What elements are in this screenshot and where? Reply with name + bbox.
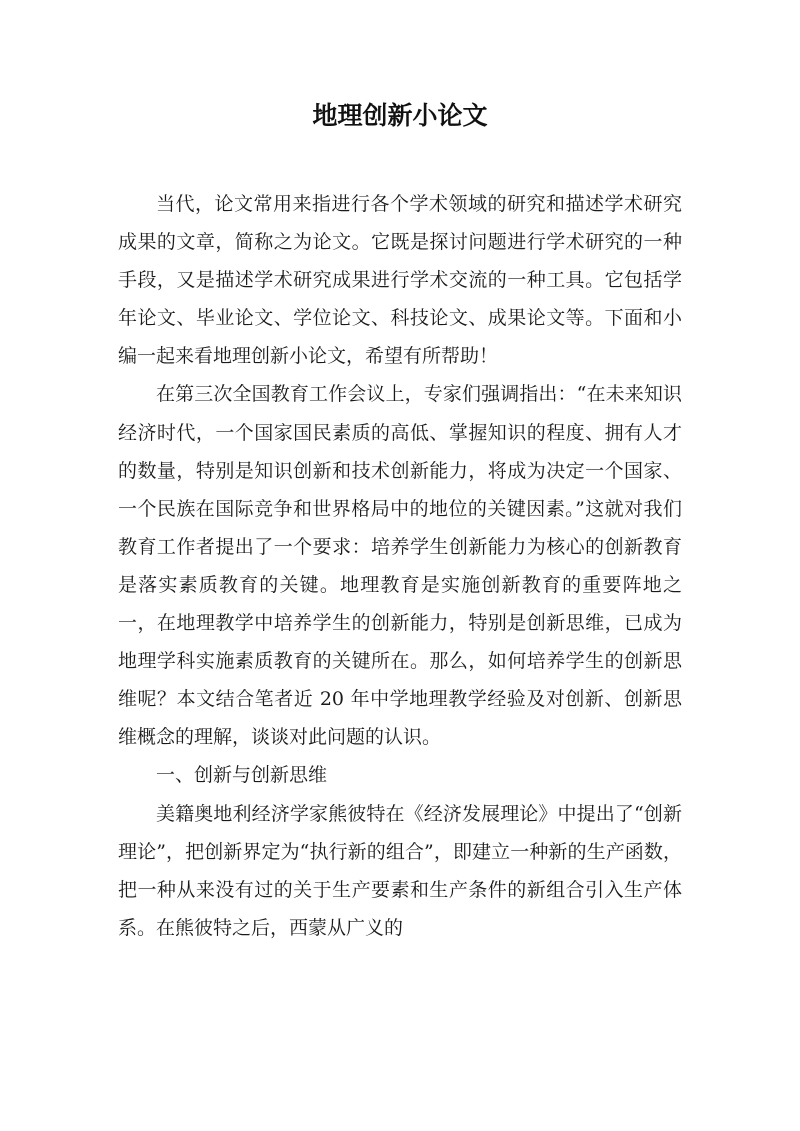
document-body xyxy=(118,185,682,947)
paragraph-intro: 当代，论文常用来指进行各个学术领域的研究和描述学术研究成果的文章，简称之为论文。它既是探讨问题进行学术研究的一种手段，又是描述学术研究成果进行学术交流的一种工具。它包括学年论文、毕业论文、学位论文、科技论文、成果论文等。下面和小编一起来看地理创新小论文，希望有所帮助！ xyxy=(118,193,682,368)
paragraph-section: 美籍奥地利经济学家熊彼特在《经济发展理论》中提出了“创新理论”，把创新界定为“执行新的组合”，即建立一种新的生产函数，把一种从来没有过的关于生产要素和生产条件的新组合引入生产体系。在熊彼特之后，西蒙从广义的 xyxy=(118,802,682,939)
document-title: 地理创新小论文 xyxy=(312,101,488,130)
paragraph-conference: 在第三次全国教育工作会议上，专家们强调指出：“在未来知识经济时代，一个国家国民素质的高低、掌握知识的程度、拥有人才的数量，特别是知识创新和技术创新能力，将成为决定一个国家、一个民族在国际竞争和世界格局中的地位的关键因素。”这就对我们教育工作者提出了一个要求：培养学生创新能力为核心的创新教育是落实素质教育的关键。地理教育是实施创新教育的重要阵地之一，在地理教学中培养学生的创新能力，特别是创新思维，已成为地理学科实施素质教育的关键所在。那么，如何培养学生的创新思维呢？本文结合笔者近 20 年中学地理教学经验及对创新、创新思维概念的理解，谈谈对此问题的认识。 xyxy=(118,383,682,749)
section-heading: 一、创新与创新思维 xyxy=(156,764,328,787)
